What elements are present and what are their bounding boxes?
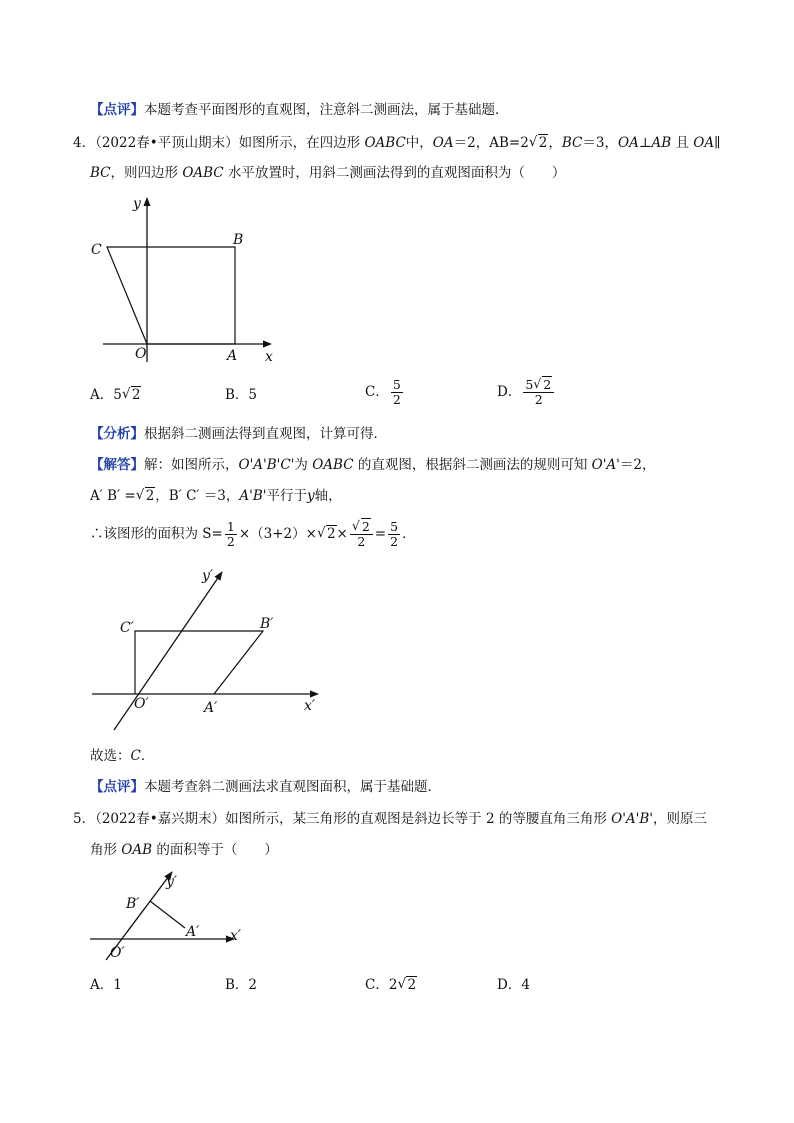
q5-number: 5． [73, 811, 96, 827]
q4-analysis [90, 424, 387, 444]
label-C-prime: C′ [120, 620, 134, 636]
q5-text: 如图所示，某三角形的直观图是斜边长等于 2 的等腰直角三角形 [225, 811, 612, 827]
q5-source: （2022春•嘉兴期末） [95, 811, 226, 827]
q5-text: 的面积等于（ ） [152, 842, 278, 858]
formula-text: × [336, 526, 348, 542]
q4-option-d[interactable] [497, 378, 556, 407]
sqrt-symbol [529, 133, 549, 153]
radicand: 2 [131, 387, 141, 403]
q4-number: 4． [73, 135, 96, 151]
option-value: 5 [248, 387, 258, 403]
option-value: 2 [248, 977, 258, 993]
q4-solution-line-1 [90, 455, 655, 475]
q4-text: 水平放置时，用斜二测画法得到的直观图面积为（ ） [223, 165, 566, 181]
label-O-prime: O′ [110, 945, 125, 961]
solution-text: 平行于 [266, 488, 307, 504]
q4-text: ＝2，AB=2 [453, 135, 529, 151]
denominator: 2 [534, 392, 543, 407]
comment-line-1 [90, 100, 509, 120]
label-A-prime: A′ [204, 700, 218, 716]
q4-var: BC [90, 165, 111, 181]
label-x: x [265, 349, 273, 365]
q4-answer [90, 746, 154, 766]
formula-text: = [374, 526, 387, 542]
answer-text: ． [140, 748, 155, 764]
num-coef: 5 [525, 377, 534, 392]
q4-var: OA [693, 135, 715, 151]
option-coef: 2 [388, 977, 398, 993]
label-B: B [233, 232, 244, 248]
solution-text: A′ B′ = [90, 488, 136, 504]
option-label: D． [497, 977, 522, 993]
solution-var: O'A'B'C' [238, 457, 295, 473]
q4-area-formula [90, 516, 416, 552]
sqrt-symbol [533, 378, 552, 392]
fraction [225, 520, 237, 549]
q5-figure [88, 866, 258, 966]
q4-figure-oblique [88, 562, 328, 742]
label-y-prime: y′ [202, 568, 214, 584]
denominator: 2 [226, 534, 235, 549]
label-O-prime: O′ [134, 696, 149, 712]
quad-OABC [107, 247, 235, 344]
q4-text: 且 [671, 135, 694, 151]
label-x-prime: x′ [304, 698, 316, 714]
q4-text: ，则四边形 [110, 165, 183, 181]
q5-stem-line-1 [73, 809, 707, 829]
sqrt-symbol [317, 516, 337, 552]
quad-OABC-prime [135, 631, 263, 694]
comment-text: 本题考查斜二测画法求直观图面积，属于基础题． [144, 779, 441, 795]
label-B-prime: B′ [260, 616, 274, 632]
q5-text: 角形 [90, 842, 122, 858]
answer-choice: C [130, 748, 141, 764]
q4-text: ⊥ [638, 135, 652, 151]
q4-text: 中， [405, 135, 433, 151]
numerator: 5 [392, 377, 401, 392]
q5-text: ，则原三 [653, 811, 708, 827]
q5-stem-line-2 [90, 840, 278, 860]
q4-text: 如图所示，在四边形 [238, 135, 365, 151]
sqrt-symbol [122, 385, 142, 405]
numerator [523, 378, 554, 393]
label-A-prime: A′ [186, 924, 200, 940]
q4-var: OABC [182, 165, 224, 181]
radicand: 2 [407, 977, 417, 993]
comment-tag: 【点评】 [90, 779, 144, 795]
q4-option-b[interactable] [225, 385, 257, 405]
q4-var: BC [561, 135, 583, 151]
q4-var: OABC [364, 135, 406, 151]
q5-option-d[interactable] [497, 975, 530, 995]
option-label: D． [497, 384, 522, 400]
label-y-prime: y′ [166, 874, 178, 890]
analysis-text: 根据斜二测画法得到直观图，计算可得． [144, 426, 387, 442]
q4-stem-line-2 [90, 163, 565, 183]
label-x-prime: x′ [230, 928, 242, 944]
option-label: B． [225, 977, 249, 993]
radicand: 2 [543, 377, 552, 392]
option-label: A． [90, 977, 114, 993]
analysis-tag: 【分析】 [90, 426, 144, 442]
formula-text: ×（3+2）× [238, 526, 317, 542]
formula-text: ． [402, 526, 416, 542]
sqrt-symbol [352, 520, 371, 534]
sqrt-symbol [397, 975, 417, 995]
fraction [350, 520, 373, 549]
label-C: C [91, 242, 102, 258]
fraction [388, 520, 400, 549]
q4-option-c[interactable] [365, 378, 405, 407]
label-y: y [133, 196, 141, 212]
radicand: 2 [326, 526, 336, 542]
solution-var: O'A' [591, 457, 620, 473]
q5-option-a[interactable] [90, 975, 122, 995]
q4-solution-line-2 [90, 486, 342, 506]
solution-text: 解：如图所示， [144, 457, 239, 473]
q4-text: ＝3， [582, 135, 618, 151]
label-O: O [135, 346, 147, 362]
radicand: 2 [145, 488, 155, 504]
option-value: 1 [113, 977, 122, 993]
denominator: 2 [390, 534, 399, 549]
formula-text: ∴该图形的面积为 S= [90, 526, 223, 542]
q4-figure-original [85, 190, 285, 370]
option-label: A． [90, 387, 114, 403]
solution-text: ，B′ C′ ＝3， [155, 488, 240, 504]
solution-var: y [306, 488, 315, 504]
q4-var: OA [618, 135, 639, 151]
q4-var: AB [651, 135, 672, 151]
option-label: C． [365, 384, 389, 400]
solution-text: 的直观图，根据斜二测画法的规则可知 [353, 457, 592, 473]
radicand: 2 [538, 135, 548, 151]
q4-text: ， [548, 135, 562, 151]
q4-source: （2022春•平顶山期末） [95, 135, 239, 151]
denominator: 2 [357, 534, 366, 549]
solution-text: ＝2， [619, 457, 656, 473]
denominator: 2 [392, 392, 401, 407]
answer-text: 故选： [90, 748, 131, 764]
solution-tag: 【解答】 [90, 457, 144, 473]
fraction [391, 378, 403, 407]
q4-comment [90, 777, 441, 797]
segment-BA [150, 901, 185, 928]
solution-var: A'B' [239, 488, 267, 504]
q4-var: OA [432, 135, 454, 151]
comment-tag: 【点评】 [90, 102, 144, 118]
option-value: 4 [521, 977, 530, 993]
numerator [350, 520, 373, 535]
comment-text: 本题考查平面图形的直观图，注意斜二测画法，属于基础题． [144, 102, 509, 118]
label-B-prime: B′ [126, 896, 140, 912]
q5-option-c[interactable] [365, 975, 417, 995]
option-label: B． [225, 387, 249, 403]
fraction [523, 378, 554, 407]
q4-text: ∥ [714, 135, 721, 151]
option-label: C． [365, 977, 389, 993]
q5-option-b[interactable] [225, 975, 257, 995]
solution-var: OABC [312, 457, 354, 473]
q5-var: O'A'B' [611, 811, 654, 827]
solution-text: 轴， [314, 488, 342, 504]
sqrt-symbol [136, 486, 156, 506]
solution-text: 为 [294, 457, 313, 473]
option-coef: 5 [113, 387, 122, 403]
numerator: 1 [226, 519, 235, 534]
label-A: A [227, 348, 238, 364]
numerator: 5 [390, 519, 399, 534]
q5-var: OAB [121, 842, 153, 858]
q4-option-a[interactable] [90, 385, 141, 405]
radicand: 2 [361, 519, 370, 534]
q4-stem-line-1 [73, 133, 720, 153]
